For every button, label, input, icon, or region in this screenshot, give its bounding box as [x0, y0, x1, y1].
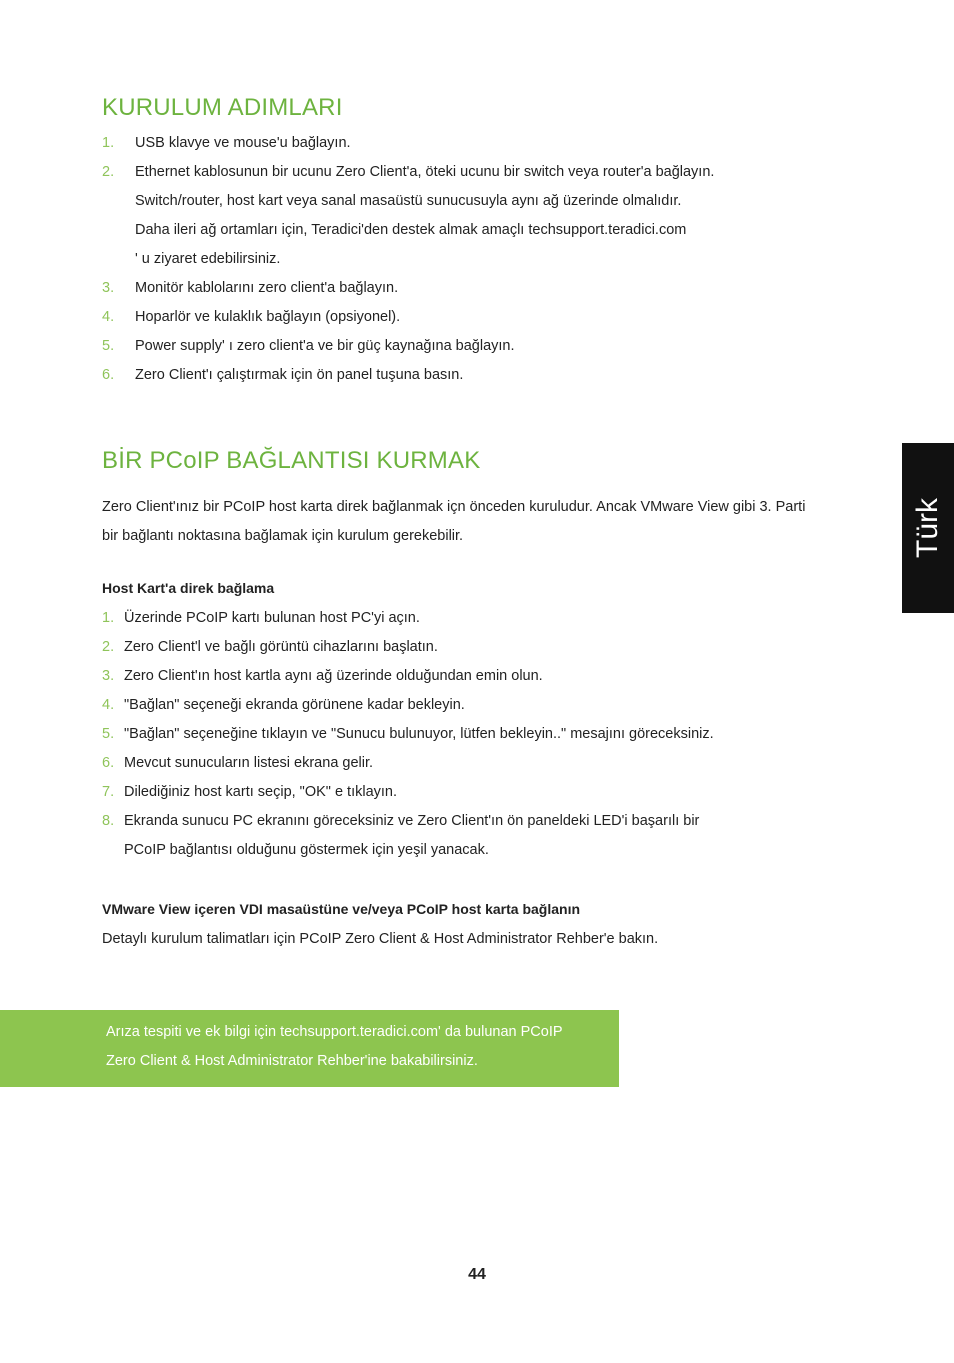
subtitle-vdi-connect: VMware View içeren VDI masaüstüne ve/veya PCoIP host karta bağlanın [102, 901, 581, 917]
step-number: 1. [102, 610, 115, 626]
step-number: 3. [102, 280, 115, 296]
step-continuation: Switch/router, host kart veya sanal masaüstü sunucusuyla aynı ağ üzerinde olmalıdır. [135, 193, 682, 209]
note-line: Zero Client & Host Administrator Rehber'ine bakabilirsiniz. [106, 1052, 478, 1069]
language-tab-label: Türk [911, 498, 944, 558]
step-text: USB klavye ve mouse'u bağlayın. [135, 135, 351, 151]
step-number: 3. [102, 668, 115, 684]
info-note-box [0, 1010, 619, 1087]
page-number: 44 [468, 1266, 486, 1283]
step-number: 5. [102, 726, 115, 742]
note-line: Arıza tespiti ve ek bilgi için techsupport.teradici.com' da bulunan PCoIP [106, 1024, 563, 1040]
step-text: Üzerinde PCoIP kartı bulunan host PC'yi açın. [124, 610, 420, 626]
step-continuation: Daha ileri ağ ortamları için, Teradici'den destek almak amaçlı techsupport.teradici.com [135, 222, 687, 238]
step-number: 2. [102, 639, 115, 655]
step-number: 7. [102, 784, 115, 800]
step-text: Hoparlör ve kulaklık bağlayın (opsiyonel). [135, 309, 401, 325]
subtitle-direct-connect: Host Kart'a direk bağlama [102, 580, 275, 596]
intro-line: bir bağlantı noktasına bağlamak için kurulum gerekebilir. [102, 527, 464, 544]
step-continuation: PCoIP bağlantısı olduğunu göstermek için yeşil yanacak. [124, 842, 489, 858]
step-number: 1. [102, 135, 115, 151]
step-text: Mevcut sunucuların listesi ekrana gelir. [124, 755, 374, 771]
step-number: 4. [102, 309, 115, 325]
list-item [102, 778, 862, 807]
step-number: 6. [102, 367, 115, 383]
step-text: Ethernet kablosunun bir ucunu Zero Client'a, öteki ucunu bir switch veya router'a bağlayın. [135, 164, 715, 180]
step-text: "Bağlan" seçeneği ekranda görünene kadar bekleyin. [124, 697, 465, 713]
step-number: 2. [102, 164, 115, 180]
step-text: Zero Client'ı çalıştırmak için ön panel tuşuna basın. [135, 367, 464, 383]
list-item [102, 749, 862, 778]
list-item [102, 604, 862, 633]
step-number: 6. [102, 755, 115, 771]
step-number: 8. [102, 813, 115, 829]
list-item [102, 807, 862, 865]
list-item [102, 129, 862, 158]
step-text: Ekranda sunucu PC ekranını göreceksiniz ve Zero Client'ın ön paneldeki LED'i başarılı bir [124, 813, 700, 829]
intro-line: Zero Client'ınız bir PCoIP host karta direk bağlanmak içn önceden kuruludur. Ancak VMware View gibi 3. Parti [102, 499, 806, 515]
step-number: 5. [102, 338, 115, 354]
section-title-pcoip: BİR PCoIP BAĞLANTISI KURMAK [102, 447, 481, 474]
list-item [102, 158, 862, 274]
list-item [102, 361, 862, 390]
setup-steps-list [102, 129, 862, 390]
language-side-tab [902, 443, 954, 613]
list-item [102, 332, 862, 361]
step-continuation: ' u ziyaret edebilirsiniz. [135, 251, 281, 267]
list-item [102, 633, 862, 662]
step-text: "Bağlan" seçeneğine tıklayın ve "Sunucu bulunuyor, lütfen bekleyin.." mesajını göreceksiniz. [124, 726, 714, 742]
connect-steps-list [102, 604, 862, 865]
intro-paragraph [102, 493, 862, 550]
list-item [102, 691, 862, 720]
step-text: Zero Client'l ve bağlı görüntü cihazlarını başlatın. [124, 639, 438, 655]
step-text: Power supply' ı zero client'a ve bir güç kaynağına bağlayın. [135, 338, 515, 354]
vdi-paragraph: Detaylı kurulum talimatları için PCoIP Zero Client & Host Administrator Rehber'e bakın. [102, 931, 659, 947]
list-item [102, 274, 862, 303]
step-text: Monitör kablolarını zero client'a bağlayın. [135, 280, 399, 296]
list-item [102, 662, 862, 691]
step-number: 4. [102, 697, 115, 713]
section-title-setup: KURULUM ADIMLARI [102, 94, 343, 121]
step-text: Dilediğiniz host kartı seçip, "OK" e tıklayın. [124, 784, 398, 800]
step-text: Zero Client'ın host kartla aynı ağ üzerinde olduğundan emin olun. [124, 668, 543, 684]
list-item [102, 303, 862, 332]
list-item [102, 720, 862, 749]
